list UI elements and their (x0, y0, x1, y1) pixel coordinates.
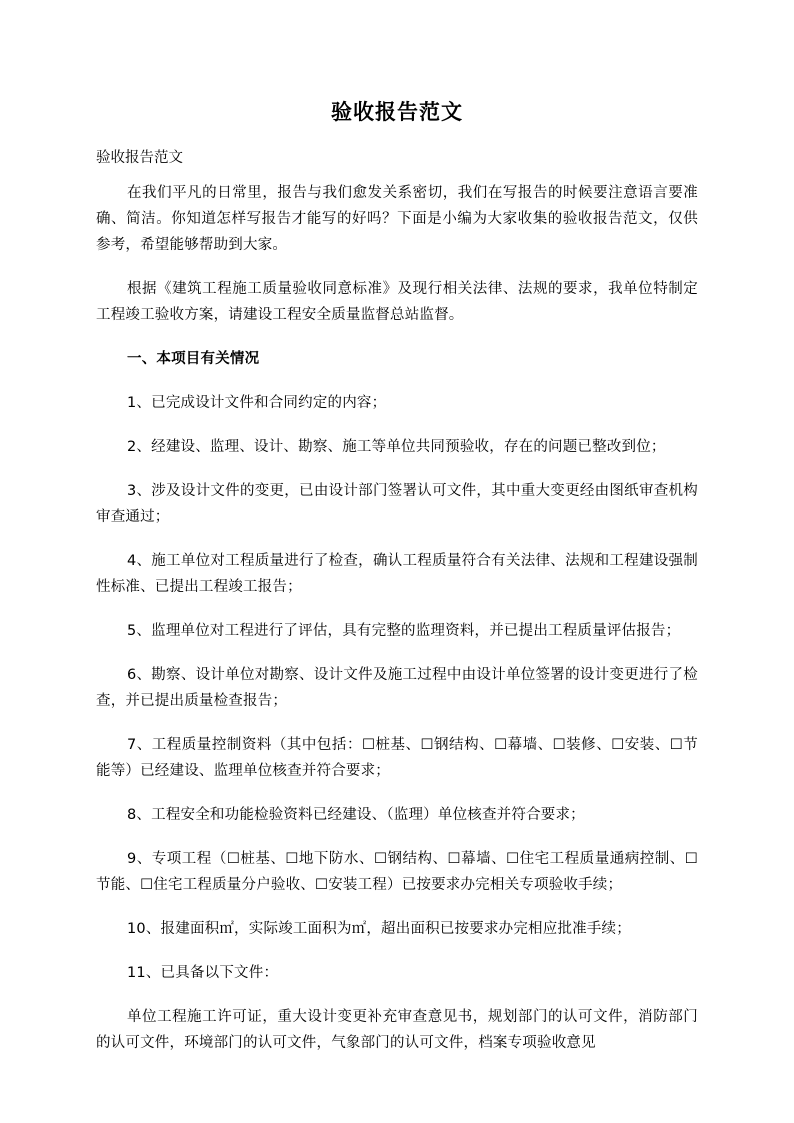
list-item: 1、已完成设计文件和合同约定的内容； (127, 395, 387, 411)
list-item: 4、施工单位对工程质量进行了检查，确认工程质量符合有关法律、法规和工程建设强制性标准、已提出工程竣工报告； (96, 553, 698, 595)
intro-paragraph: 在我们平凡的日常里，报告与我们愈发关系密切，我们在写报告的时候要注意语言要准确、简洁。你知道怎样写报告才能写的好吗？下面是小编为大家收集的验收报告范文，仅供参考，希望能够帮助到大家。 (96, 185, 698, 253)
documents-paragraph: 单位工程施工许可证，重大设计变更补充审查意见书，规划部门的认可文件，消防部门的认可文件，环境部门的认可文件，气象部门的认可文件，档案专项验收意见 (96, 1009, 698, 1051)
document-subtitle: 验收报告范文 (96, 150, 183, 166)
list-item: 5、监理单位对工程进行了评估，具有完整的监理资料，并已提出工程质量评估报告； (127, 623, 681, 639)
list-item: 2、经建设、监理、设计、勘察、施工等单位共同预验收，存在的问题已整改到位； (127, 439, 666, 455)
list-item: 9、专项工程（☐桩基、☐地下防水、☐钢结构、☐幕墙、☐住宅工程质量通病控制、☐节能、☐住宅工程质量分户验收、☐安装工程）已按要求办完相关专项验收手续； (96, 851, 698, 893)
section-heading: 一、本项目有关情况 (127, 351, 260, 367)
basis-paragraph: 根据《建筑工程施工质量验收同意标准》及现行相关法律、法规的要求，我单位特制定工程竣工验收方案，请建设工程安全质量监督总站监督。 (96, 281, 698, 323)
list-item: 7、工程质量控制资料（其中包括：☐桩基、☐钢结构、☐幕墙、☐装修、☐安装、☐节能等）已经建设、监理单位核查并符合要求； (96, 737, 698, 779)
list-item: 11、已具备以下文件： (127, 965, 279, 981)
list-item: 6、勘察、设计单位对勘察、设计文件及施工过程中由设计单位签署的设计变更进行了检查，并已提出质量检查报告； (96, 667, 698, 709)
document-title: 验收报告范文 (331, 99, 463, 124)
document-body (96, 180, 698, 1074)
list-item: 8、工程安全和功能检验资料已经建设、（监理）单位核查并符合要求； (127, 807, 585, 823)
list-item: 10、报建面积㎡，实际竣工面积为㎡，超出面积已按要求办完相应批准手续； (127, 921, 631, 937)
list-item: 3、涉及设计文件的变更，已由设计部门签署认可文件，其中重大变更经由图纸审查机构审查通过； (96, 483, 698, 525)
